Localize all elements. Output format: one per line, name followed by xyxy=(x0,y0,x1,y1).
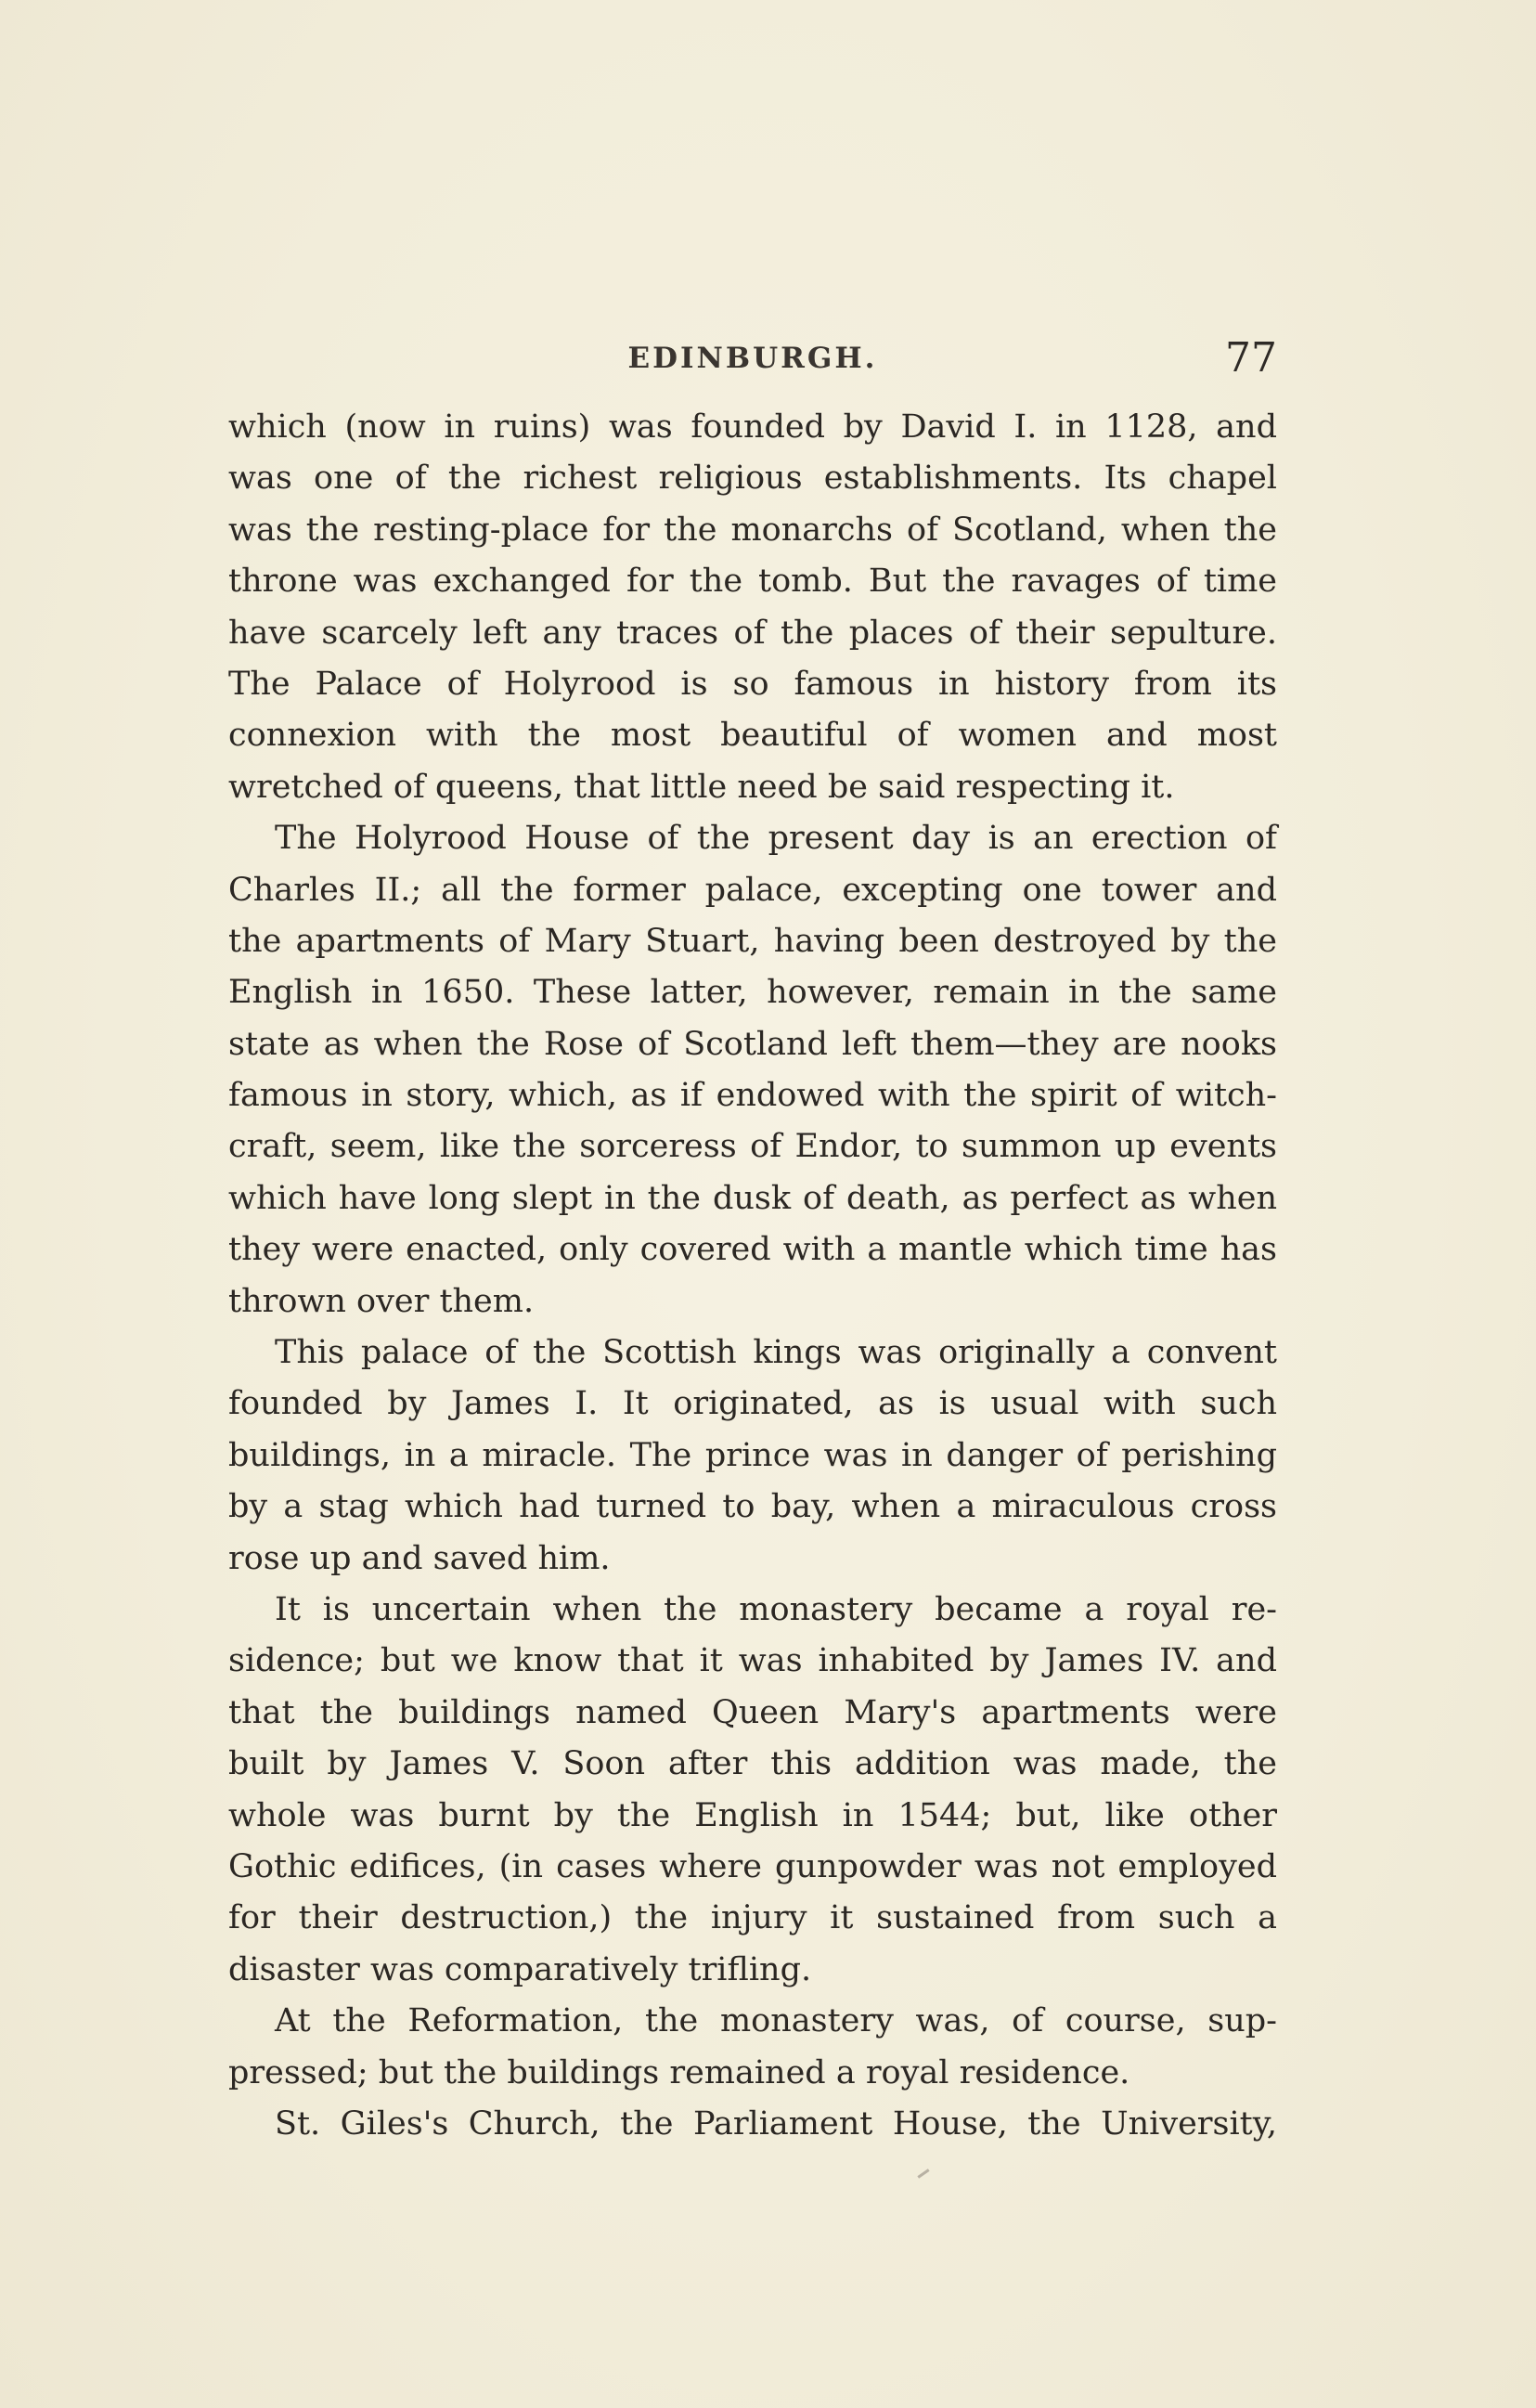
paragraph-first-line: It is uncertain when the monastery became a royal re- xyxy=(275,1590,1277,1628)
text-line: throne was exchanged for the tomb. But the ravages of time xyxy=(228,563,1277,601)
paragraph-first-line: This palace of the Scottish kings was originally a convent xyxy=(275,1334,1277,1372)
text-line: sidence; but we know that it was inhabited by James IV. and xyxy=(228,1642,1277,1680)
text-line: connexion with the most beautiful of women and most xyxy=(228,717,1277,755)
running-head xyxy=(228,334,1277,390)
text-line: state as when the Rose of Scotland left them—they are nooks xyxy=(228,1025,1277,1063)
body-text xyxy=(228,402,1277,2150)
text-line: rose up and saved him. xyxy=(228,1539,611,1577)
text-line: by a stag which had turned to bay, when a miraculous cross xyxy=(228,1488,1277,1526)
text-line: was the resting-place for the monarchs of Scotland, when the xyxy=(228,511,1277,549)
text-line: whole was burnt by the English in 1544; but, like other xyxy=(228,1796,1277,1834)
text-line: that the buildings named Queen Mary's apartments were xyxy=(228,1693,1277,1731)
text-line: Gothic edifices, (in cases where gunpowder was not employed xyxy=(228,1847,1277,1885)
printing-mark xyxy=(917,2168,929,2178)
text-line: which have long slept in the dusk of death, as perfect as when xyxy=(228,1179,1277,1217)
paragraph-first-line: The Holyrood House of the present day is an erection of xyxy=(275,820,1277,858)
text-line: buildings, in a miracle. The prince was in danger of perishing xyxy=(228,1436,1277,1474)
text-line: for their destruction,) the injury it sustained from such a xyxy=(228,1899,1277,1937)
text-line: was one of the richest religious establishments. Its chapel xyxy=(228,460,1277,498)
text-line: have scarcely left any traces of the places of their sepulture. xyxy=(228,614,1277,652)
text-line: Charles II.; all the former palace, excepting one tower and xyxy=(228,871,1277,909)
text-line: founded by James I. It originated, as is usual with such xyxy=(228,1385,1277,1423)
text-line: disaster was comparatively trifling. xyxy=(228,1950,812,1988)
text-line: craft, seem, like the sorceress of Endor, to summon up events xyxy=(228,1128,1277,1166)
paragraph-first-line: St. Giles's Church, the Parliament House, the University, xyxy=(275,2104,1277,2143)
text-line: wretched of queens, that little need be said respecting it. xyxy=(228,768,1175,806)
text-line: thrown over them. xyxy=(228,1282,535,1320)
text-line: built by James V. Soon after this addition was made, the xyxy=(228,1745,1277,1783)
running-title: EDINBURGH. xyxy=(627,342,878,375)
text-line: they were enacted, only covered with a mantle which time has xyxy=(228,1231,1277,1269)
text-line: famous in story, which, as if endowed with the spirit of witch- xyxy=(228,1077,1277,1115)
text-line: the apartments of Mary Stuart, having been destroyed by the xyxy=(228,922,1277,960)
text-line: which (now in ruins) was founded by David I. in 1128, and xyxy=(228,408,1277,446)
page-number: 77 xyxy=(1225,334,1277,382)
text-line: The Palace of Holyrood is so famous in history from its xyxy=(228,665,1277,703)
text-line: pressed; but the buildings remained a royal residence. xyxy=(228,2053,1130,2091)
text-line: English in 1650. These latter, however, remain in the same xyxy=(228,974,1277,1012)
paragraph-first-line: At the Reformation, the monastery was, of course, sup- xyxy=(275,2002,1277,2040)
